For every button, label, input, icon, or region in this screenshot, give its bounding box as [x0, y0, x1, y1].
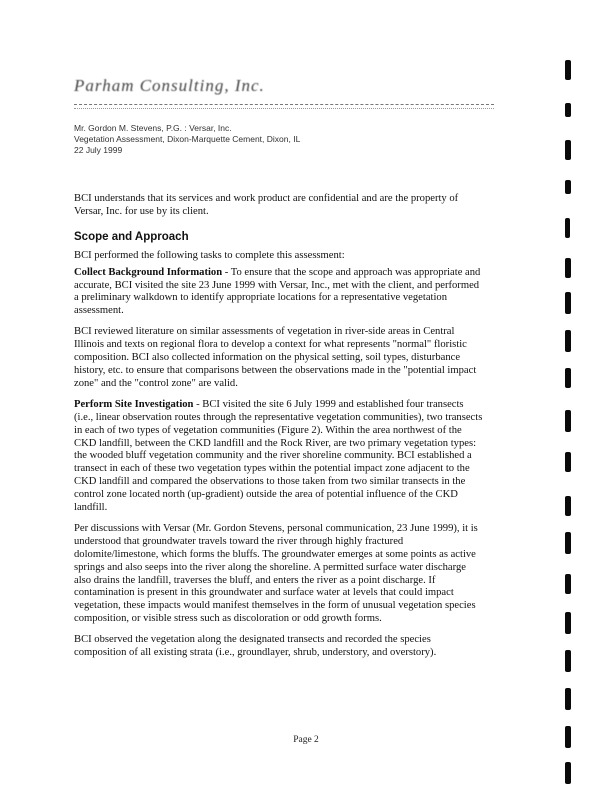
edge-mark	[565, 410, 571, 432]
letterhead-rule-secondary	[74, 108, 494, 109]
header-recipient: Mr. Gordon M. Stevens, P.G. : Versar, Inc.	[74, 123, 232, 133]
edge-mark	[565, 650, 571, 672]
paragraph-confidentiality: BCI understands that its services and work product are confidential and are the property of Versar, Inc. for use by its client.	[74, 193, 459, 217]
edge-mark	[565, 762, 571, 784]
paragraph-discussions: Per discussions with Versar (Mr. Gordon Stevens, personal communication, 23 June 1999), it is understood that groundwater travels toward the river through highly fractured dolomite/limestone, which forms the bluffs. The groundwater emerges at some points as active springs and also seeps into the river along the shoreline. A permitted surface water discharge also drains the landfill, traverses the bluff, and enters the river as a point discharge. If contamination is present in this groundwater and surface water at levels that could impact vegetation, these impacts would manifest themselves in the form of unusual vegetation species composition, or visible stress such as discoloration or odd growth forms.	[74, 522, 478, 625]
header-date: 22 July 1999	[74, 145, 123, 155]
edge-mark	[565, 496, 571, 516]
site-investigation-body: - BCI visited the site 6 July 1999 and established four transects (i.e., linear observation routes through the representative vegetation communities), two transects in each of two types of vegetation communities (Figure 2). Within the area northwest of the CKD landfill, between the CKD landfill and the Rock River, are two primary vegetation types: the wooded bluff vegetation community and the river shoreline community. BCI established a transect in each of these two vegetation types within the potential impact zone adjacent to the CKD landfill and compared the observations to those taken from two similar transects in the control zone located north (up-gradient) outside the area of potential influence of the CKD landfill.	[74, 398, 483, 514]
body-text	[74, 193, 484, 668]
paragraph-collect-background	[74, 267, 484, 319]
letterhead-rule	[74, 104, 494, 105]
paragraph-scope-intro: BCI performed the following tasks to complete this assessment:	[74, 249, 345, 261]
letter-header-block	[74, 123, 494, 156]
letterhead-company-name: Parham Consulting, Inc.	[74, 76, 265, 95]
edge-mark	[565, 368, 571, 388]
edge-mark	[565, 452, 571, 472]
paragraph-observed-vegetation: BCI observed the vegetation along the designated transects and recorded the species composition of all existing strata (i.e., groundlayer, shrub, understory, and overstory).	[74, 634, 437, 659]
edge-mark	[565, 60, 571, 80]
edge-mark	[565, 218, 570, 238]
collect-background-lead: Collect Background Information	[74, 266, 223, 278]
edge-mark	[565, 726, 571, 748]
edge-mark	[565, 180, 571, 194]
edge-mark	[565, 103, 571, 117]
edge-mark	[565, 612, 571, 634]
header-subject: Vegetation Assessment, Dixon-Marquette Cement, Dixon, IL	[74, 134, 301, 144]
paragraph-site-investigation	[74, 399, 484, 515]
site-investigation-lead: Perform Site Investigation	[74, 398, 194, 410]
edge-mark	[565, 292, 571, 314]
edge-mark	[565, 532, 571, 554]
edge-mark	[565, 330, 571, 352]
edge-mark	[565, 688, 571, 710]
paragraph-literature-review: BCI reviewed literature on similar assessments of vegetation in river-side areas in Central Illinois and texts on regional flora to develop a context for what represents "normal" floristic composition. BCI also collected information on the physical setting, soil types, disturbance history, etc. to ensure that comparisons between the observations made in the "potential impact zone" and the "control zone" are valid.	[74, 326, 477, 389]
edge-mark	[565, 258, 571, 278]
section-heading-scope: Scope and Approach	[74, 230, 189, 243]
collect-background-body: - To ensure that the scope and approach was appropriate and accurate, BCI visited the site 23 June 1999 with Versar, Inc., met with the client, and performed a preliminary walkdown to identify appropriate locations for a representative vegetation assessment.	[74, 266, 481, 317]
edge-mark	[565, 140, 571, 160]
edge-mark	[565, 574, 571, 594]
page-number: Page 2	[293, 735, 319, 745]
